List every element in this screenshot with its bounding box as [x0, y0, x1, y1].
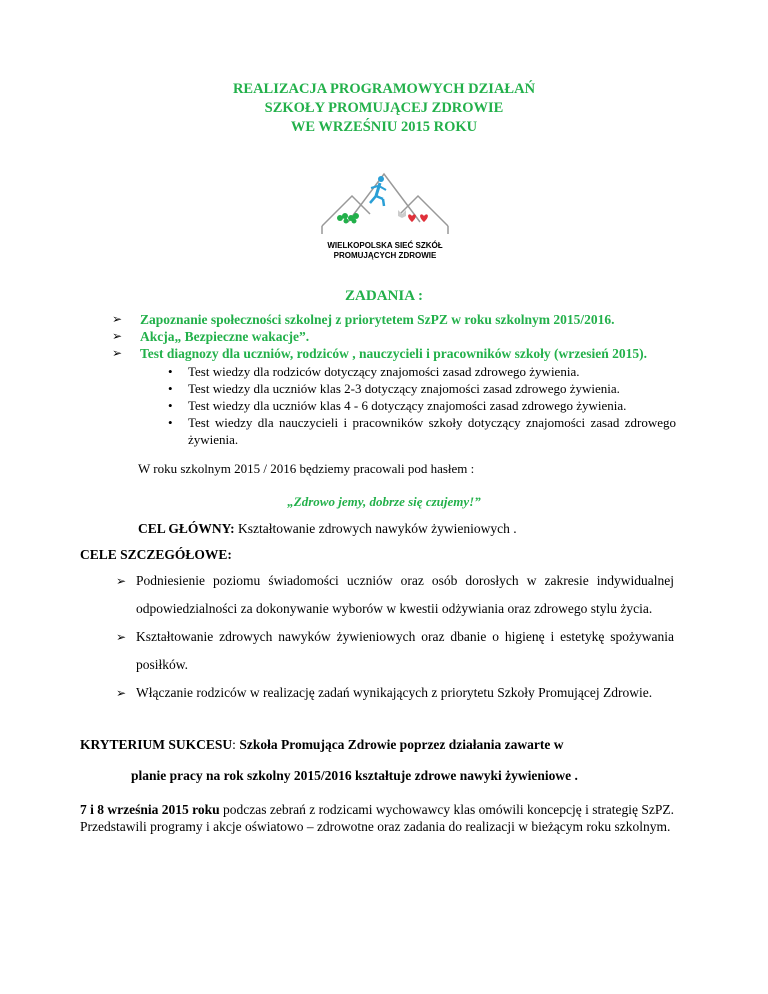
main-goal-text: Kształtowanie zdrowych nawyków żywieniowych . — [234, 521, 517, 536]
test-subitem — [164, 397, 676, 414]
dot-bullet-icon: • — [168, 415, 173, 430]
arrow-bullet-icon: ➢ — [116, 686, 127, 700]
title-line-1: REALIZACJA PROGRAMOWYCH DZIAŁAŃ — [232, 81, 536, 97]
main-goal — [138, 521, 517, 537]
task-item-text: Test diagnozy dla uczniów, rodziców , nauczycieli i pracowników szkoły (wrzesień 2015). — [140, 346, 647, 361]
motto-slogan: „Zdrowo jemy, dobrze się czujemy!” — [287, 494, 481, 509]
closing-text: podczas zebrań z rodzicami wychowawcy klas omówili koncepcję i strategię SzPZ. Przedstawili programy i akcje oświatowo – zdrowotne oraz zadania do realizacji w bieżącym roku szkolnym. — [80, 802, 674, 834]
success-criterion-text-1: Szkoła Promująca Zdrowie poprzez działania zawarte w — [239, 737, 564, 752]
document-title — [0, 80, 768, 137]
task-item — [112, 328, 692, 345]
dot-bullet-icon: • — [168, 398, 173, 413]
test-subitem — [164, 414, 676, 448]
test-subitems-list — [164, 363, 676, 448]
arrow-bullet-icon: ➢ — [116, 630, 127, 644]
detailed-goal-item — [116, 623, 674, 679]
test-subitem — [164, 363, 676, 380]
dot-bullet-icon: • — [168, 364, 173, 379]
task-item — [112, 345, 692, 362]
main-goal-label: CEL GŁÓWNY: — [138, 521, 235, 536]
detailed-goal-item — [116, 567, 674, 623]
detailed-goals-heading: CELE SZCZEGÓŁOWE: — [80, 547, 232, 562]
tasks-heading: ZADANIA : — [345, 288, 423, 304]
detailed-goals-list — [116, 567, 674, 707]
detailed-goal-item — [116, 679, 674, 707]
title-line-2: SZKOŁY PROMUJĄCEJ ZDROWIE — [264, 100, 504, 116]
arrow-bullet-icon: ➢ — [112, 312, 123, 326]
detailed-goal-text: Kształtowanie zdrowych nawyków żywieniowych oraz dbanie o higienę i estetykę spożywania posiłków. — [136, 629, 674, 672]
tasks-list — [112, 311, 692, 362]
task-item-text: Akcja„ Bezpieczne wakacje”. — [140, 329, 310, 344]
success-criterion-text-2: planie pracy na rok szkolny 2015/2016 kształtuje zdrowe nawyki żywieniowe . — [131, 768, 578, 783]
arrow-bullet-icon: ➢ — [112, 346, 123, 360]
task-item — [112, 311, 692, 328]
test-subitem-text: Test wiedzy dla uczniów klas 4 - 6 dotyczący znajomości zasad zdrowego żywienia. — [188, 398, 627, 413]
arrow-bullet-icon: ➢ — [116, 574, 127, 588]
clover-icon — [337, 213, 359, 224]
runner-icon — [370, 176, 386, 206]
task-item-text: Zapoznanie społeczności szkolnej z priorytetem SzPZ w roku szkolnym 2015/2016. — [140, 312, 615, 327]
title-line-3: WE WRZEŚNIU 2015 ROKU — [290, 119, 478, 135]
dot-bullet-icon: • — [168, 381, 173, 396]
test-subitem-text: Test wiedzy dla nauczycieli i pracowników szkoły dotyczący znajomości zasad zdrowego żywienia. — [188, 415, 676, 447]
success-criterion-label: KRYTERIUM SUKCESU — [80, 737, 233, 752]
test-subitem — [164, 380, 676, 397]
motto-intro: W roku szkolnym 2015 / 2016 będziemy pracowali pod hasłem : — [138, 461, 475, 476]
logo-text-line-1: WIELKOPOLSKA SIEĆ SZKÓŁ — [327, 241, 443, 250]
success-criterion — [80, 737, 564, 753]
logo-text-line-2: PROMUJĄCYCH ZDROWIE — [333, 251, 437, 260]
test-subitem-text: Test wiedzy dla rodziców dotyczący znajomości zasad zdrowego żywienia. — [188, 364, 580, 379]
detailed-goal-text: Podniesienie poziomu świadomości uczniów oraz osób dorosłych w zakresie indywidualnej odpowiedzialności za dokonywanie wyborów w kwestii odżywiania oraz zdrowego stylu życia. — [136, 573, 674, 616]
school-network-logo — [318, 166, 452, 270]
arrow-bullet-icon: ➢ — [112, 329, 123, 343]
closing-paragraph — [80, 801, 674, 835]
closing-date: 7 i 8 września 2015 roku — [80, 802, 220, 817]
detailed-goal-text: Włączanie rodziców w realizację zadań wynikających z priorytetu Szkoły Promującej Zdrowie. — [136, 685, 653, 700]
success-criterion-sep: : — [232, 737, 240, 752]
test-subitem-text: Test wiedzy dla uczniów klas 2-3 dotyczący znajomości zasad zdrowego żywienia. — [188, 381, 620, 396]
